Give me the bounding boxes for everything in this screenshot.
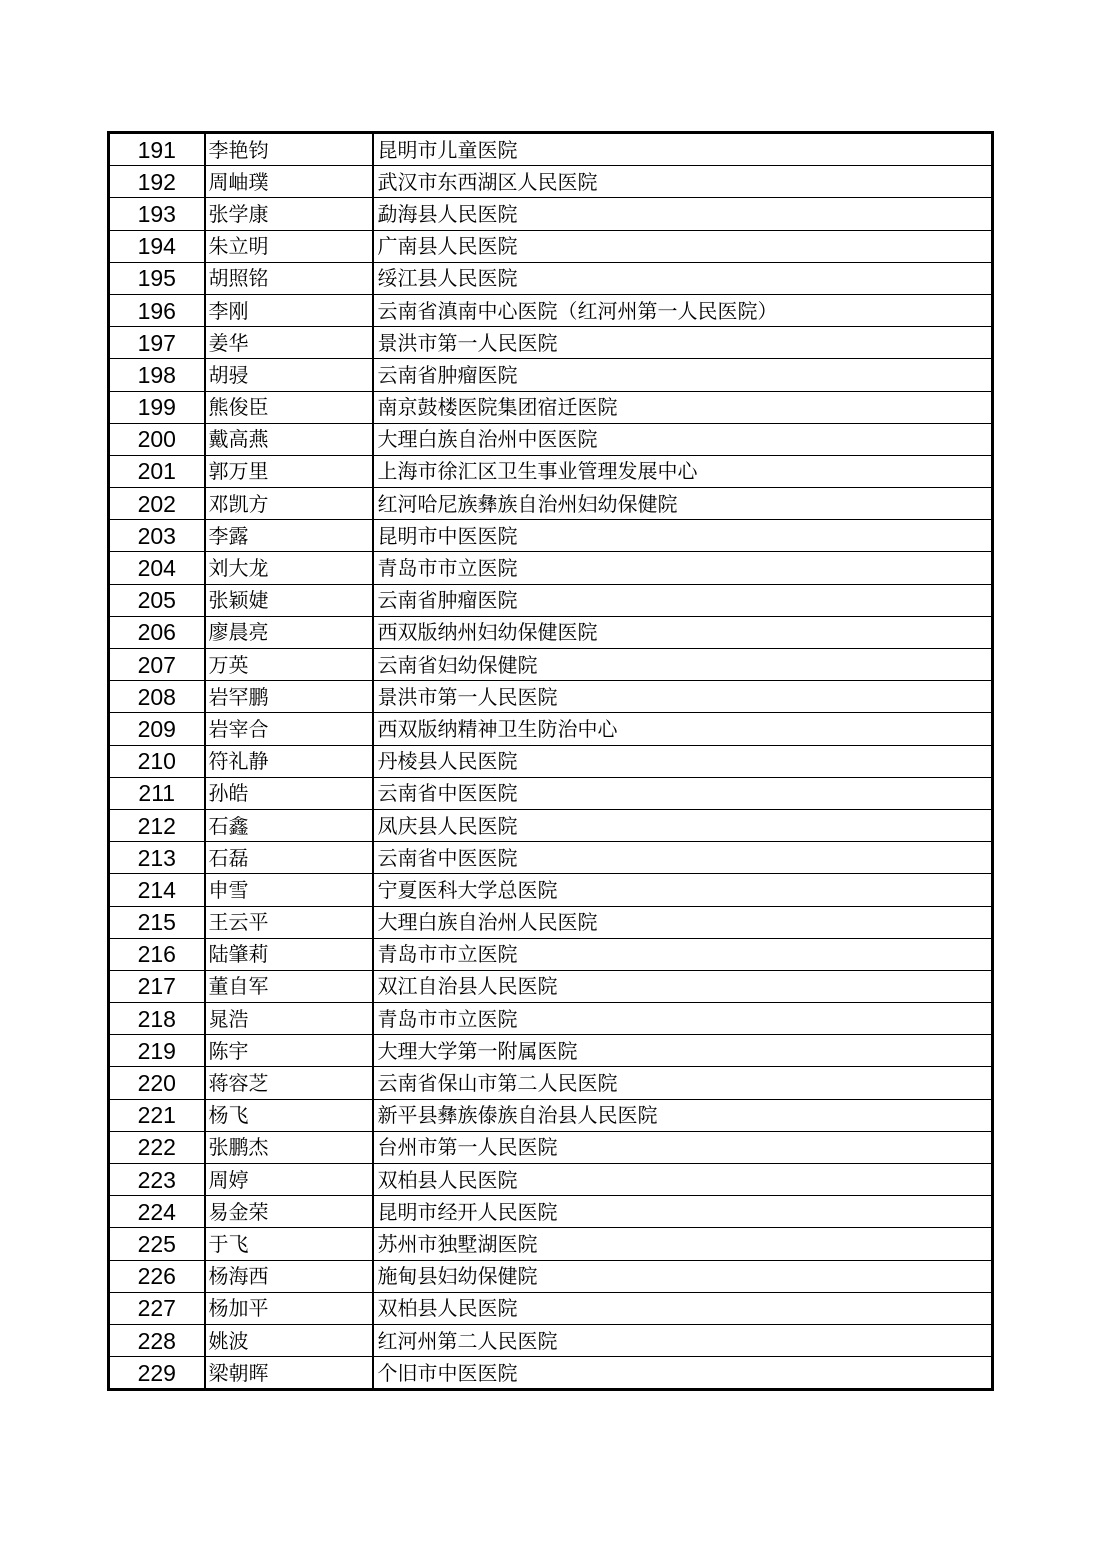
person-name-cell: 邓凯方 [205, 488, 373, 520]
organization-cell: 双柏县人民医院 [373, 1164, 993, 1196]
row-number-cell: 222 [109, 1131, 205, 1163]
person-name-cell: 梁朝晖 [205, 1357, 373, 1390]
table-row [109, 906, 993, 938]
person-name-cell: 晁浩 [205, 1003, 373, 1035]
row-number-cell: 204 [109, 552, 205, 584]
table-row [109, 327, 993, 359]
table-row [109, 745, 993, 777]
row-number-cell: 214 [109, 874, 205, 906]
row-number-cell: 228 [109, 1324, 205, 1356]
row-number-cell: 219 [109, 1035, 205, 1067]
organization-cell: 昆明市中医医院 [373, 520, 993, 552]
table-row [109, 1099, 993, 1131]
person-name-cell: 石鑫 [205, 809, 373, 841]
person-name-cell: 刘大龙 [205, 552, 373, 584]
row-number-cell: 217 [109, 970, 205, 1002]
row-number-cell: 191 [109, 133, 205, 166]
table-row [109, 616, 993, 648]
organization-cell: 云南省滇南中心医院（红河州第一人民医院） [373, 294, 993, 326]
person-name-cell: 熊俊臣 [205, 391, 373, 423]
organization-cell: 云南省妇幼保健院 [373, 649, 993, 681]
organization-cell: 施甸县妇幼保健院 [373, 1260, 993, 1292]
row-number-cell: 199 [109, 391, 205, 423]
person-name-cell: 陈宇 [205, 1035, 373, 1067]
person-name-cell: 姜华 [205, 327, 373, 359]
person-name-cell: 岩罕鹏 [205, 681, 373, 713]
organization-cell: 青岛市市立医院 [373, 938, 993, 970]
row-number-cell: 194 [109, 230, 205, 262]
person-name-cell: 董自军 [205, 970, 373, 1002]
person-name-cell: 朱立明 [205, 230, 373, 262]
table-row [109, 455, 993, 487]
person-name-cell: 胡照铭 [205, 262, 373, 294]
row-number-cell: 209 [109, 713, 205, 745]
person-name-cell: 张学康 [205, 198, 373, 230]
person-name-cell: 姚波 [205, 1324, 373, 1356]
organization-cell: 昆明市儿童医院 [373, 133, 993, 166]
organization-cell: 西双版纳州妇幼保健医院 [373, 616, 993, 648]
person-name-cell: 周岫璞 [205, 166, 373, 198]
table-row [109, 1164, 993, 1196]
table-row [109, 1003, 993, 1035]
table-row [109, 1196, 993, 1228]
organization-cell: 台州市第一人民医院 [373, 1131, 993, 1163]
organization-cell: 丹棱县人民医院 [373, 745, 993, 777]
row-number-cell: 227 [109, 1292, 205, 1324]
organization-cell: 上海市徐汇区卫生事业管理发展中心 [373, 455, 993, 487]
row-number-cell: 211 [109, 777, 205, 809]
person-name-cell: 胡骎 [205, 359, 373, 391]
table-row [109, 1067, 993, 1099]
table-row [109, 809, 993, 841]
row-number-cell: 200 [109, 423, 205, 455]
person-name-cell: 万英 [205, 649, 373, 681]
row-number-cell: 212 [109, 809, 205, 841]
table-row [109, 230, 993, 262]
person-name-cell: 岩宰合 [205, 713, 373, 745]
organization-cell: 双江自治县人民医院 [373, 970, 993, 1002]
row-number-cell: 210 [109, 745, 205, 777]
table-row [109, 423, 993, 455]
table-row [109, 520, 993, 552]
table-row [109, 1228, 993, 1260]
person-name-cell: 李露 [205, 520, 373, 552]
table-row [109, 488, 993, 520]
row-number-cell: 206 [109, 616, 205, 648]
person-name-cell: 杨海西 [205, 1260, 373, 1292]
organization-cell: 南京鼓楼医院集团宿迁医院 [373, 391, 993, 423]
person-name-cell: 郭万里 [205, 455, 373, 487]
row-number-cell: 223 [109, 1164, 205, 1196]
person-name-cell: 石磊 [205, 842, 373, 874]
person-name-cell: 符礼静 [205, 745, 373, 777]
organization-cell: 绥江县人民医院 [373, 262, 993, 294]
row-number-cell: 201 [109, 455, 205, 487]
organization-cell: 宁夏医科大学总医院 [373, 874, 993, 906]
organization-cell: 青岛市市立医院 [373, 1003, 993, 1035]
person-name-cell: 王云平 [205, 906, 373, 938]
organization-cell: 红河州第二人民医院 [373, 1324, 993, 1356]
organization-cell: 青岛市市立医院 [373, 552, 993, 584]
row-number-cell: 216 [109, 938, 205, 970]
row-number-cell: 203 [109, 520, 205, 552]
person-name-cell: 蒋容芝 [205, 1067, 373, 1099]
person-name-cell: 杨加平 [205, 1292, 373, 1324]
person-name-cell: 于飞 [205, 1228, 373, 1260]
organization-cell: 西双版纳精神卫生防治中心 [373, 713, 993, 745]
organization-cell: 勐海县人民医院 [373, 198, 993, 230]
row-number-cell: 226 [109, 1260, 205, 1292]
organization-cell: 个旧市中医医院 [373, 1357, 993, 1390]
organization-cell: 云南省中医医院 [373, 777, 993, 809]
table-row [109, 1035, 993, 1067]
row-number-cell: 224 [109, 1196, 205, 1228]
person-name-cell: 戴高燕 [205, 423, 373, 455]
person-name-cell: 张鹏杰 [205, 1131, 373, 1163]
row-number-cell: 198 [109, 359, 205, 391]
organization-cell: 昆明市经开人民医院 [373, 1196, 993, 1228]
person-name-cell: 李刚 [205, 294, 373, 326]
organization-cell: 双柏县人民医院 [373, 1292, 993, 1324]
organization-cell: 大理白族自治州中医医院 [373, 423, 993, 455]
row-number-cell: 197 [109, 327, 205, 359]
table-row [109, 681, 993, 713]
table-row [109, 713, 993, 745]
person-name-cell: 易金荣 [205, 1196, 373, 1228]
organization-cell: 广南县人民医院 [373, 230, 993, 262]
organization-cell: 云南省肿瘤医院 [373, 584, 993, 616]
organization-cell: 景洪市第一人民医院 [373, 681, 993, 713]
row-number-cell: 192 [109, 166, 205, 198]
table-row [109, 1324, 993, 1356]
organization-cell: 景洪市第一人民医院 [373, 327, 993, 359]
roster-table-body [109, 133, 993, 1390]
row-number-cell: 225 [109, 1228, 205, 1260]
table-row [109, 294, 993, 326]
organization-cell: 红河哈尼族彝族自治州妇幼保健院 [373, 488, 993, 520]
person-name-cell: 张颖婕 [205, 584, 373, 616]
row-number-cell: 205 [109, 584, 205, 616]
organization-cell: 云南省保山市第二人民医院 [373, 1067, 993, 1099]
row-number-cell: 195 [109, 262, 205, 294]
person-name-cell: 周婷 [205, 1164, 373, 1196]
row-number-cell: 193 [109, 198, 205, 230]
row-number-cell: 213 [109, 842, 205, 874]
row-number-cell: 218 [109, 1003, 205, 1035]
person-name-cell: 廖晨亮 [205, 616, 373, 648]
table-row [109, 777, 993, 809]
table-row [109, 391, 993, 423]
person-name-cell: 申雪 [205, 874, 373, 906]
row-number-cell: 208 [109, 681, 205, 713]
organization-cell: 新平县彝族傣族自治县人民医院 [373, 1099, 993, 1131]
table-row [109, 584, 993, 616]
row-number-cell: 196 [109, 294, 205, 326]
table-row [109, 970, 993, 1002]
row-number-cell: 220 [109, 1067, 205, 1099]
organization-cell: 大理白族自治州人民医院 [373, 906, 993, 938]
organization-cell: 凤庆县人民医院 [373, 809, 993, 841]
organization-cell: 武汉市东西湖区人民医院 [373, 166, 993, 198]
table-row [109, 842, 993, 874]
table-row [109, 649, 993, 681]
table-row [109, 938, 993, 970]
organization-cell: 大理大学第一附属医院 [373, 1035, 993, 1067]
table-row [109, 166, 993, 198]
person-name-cell: 杨飞 [205, 1099, 373, 1131]
row-number-cell: 202 [109, 488, 205, 520]
organization-cell: 云南省中医医院 [373, 842, 993, 874]
organization-cell: 苏州市独墅湖医院 [373, 1228, 993, 1260]
table-row [109, 1357, 993, 1390]
person-name-cell: 李艳钧 [205, 133, 373, 166]
row-number-cell: 229 [109, 1357, 205, 1390]
row-number-cell: 221 [109, 1099, 205, 1131]
table-row [109, 552, 993, 584]
row-number-cell: 215 [109, 906, 205, 938]
table-row [109, 1292, 993, 1324]
table-row [109, 1131, 993, 1163]
table-row [109, 133, 993, 166]
table-row [109, 1260, 993, 1292]
organization-cell: 云南省肿瘤医院 [373, 359, 993, 391]
roster-table [107, 131, 994, 1391]
person-name-cell: 陆肇莉 [205, 938, 373, 970]
person-name-cell: 孙皓 [205, 777, 373, 809]
table-row [109, 874, 993, 906]
table-row [109, 198, 993, 230]
table-row [109, 262, 993, 294]
row-number-cell: 207 [109, 649, 205, 681]
table-row [109, 359, 993, 391]
